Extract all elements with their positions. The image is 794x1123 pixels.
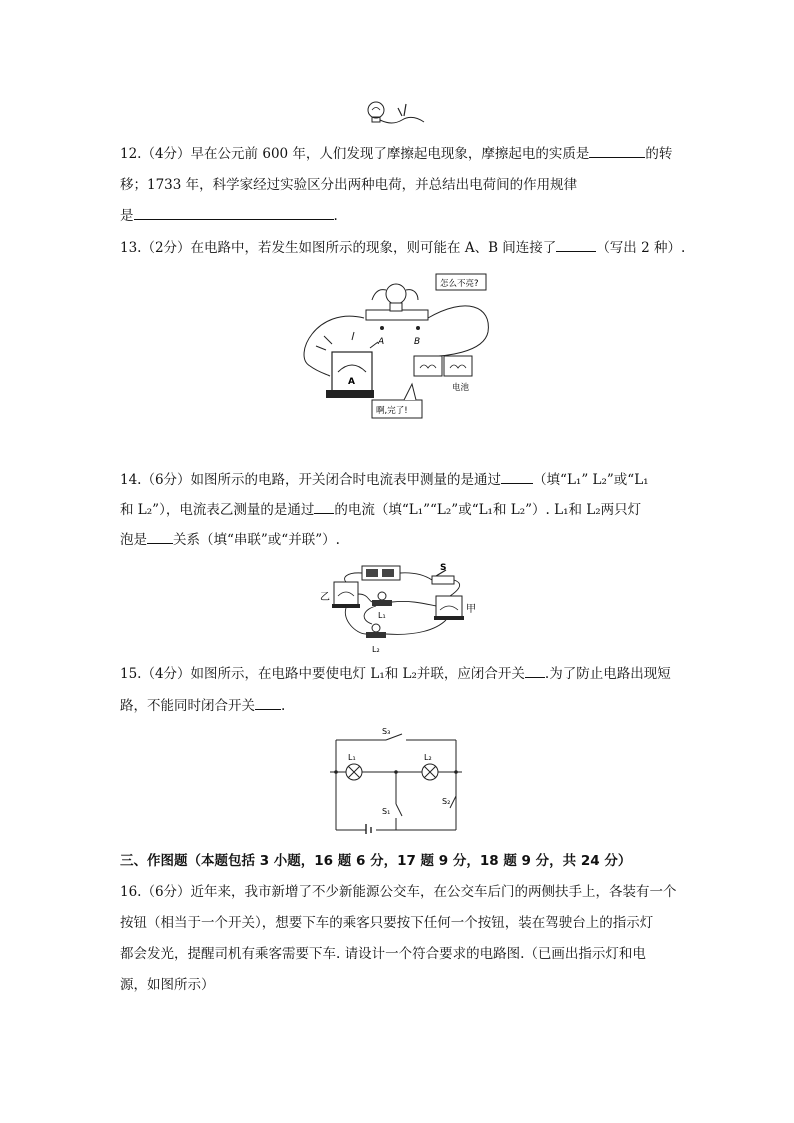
section3-heading xyxy=(120,851,680,871)
q15-text-a: 15.（4分）如图所示，在电路中要使电灯 L₁和 L₂并联，应闭合开关 xyxy=(120,666,525,682)
q15-label-l2: L₂ xyxy=(424,753,432,762)
q14-line3 xyxy=(120,530,680,550)
q13-text-a: 13.（2分）在电路中，若发生如图所示的现象，则可能在 A、B 间连接了 xyxy=(120,240,557,256)
q15-blank-2[interactable] xyxy=(255,696,281,710)
q15-label-l1: L₁ xyxy=(348,753,356,762)
q15-label-s1: S₁ xyxy=(382,807,391,816)
q13-label-b: B xyxy=(414,337,421,347)
q14-line2 xyxy=(120,500,680,520)
q12-text-a: 12.（4分）早在公元前 600 年，人们发现了摩擦起电现象，摩擦起电的实质是 xyxy=(120,146,590,162)
q12-line2 xyxy=(120,175,680,195)
q13-line1 xyxy=(120,238,686,258)
q16-line1 xyxy=(120,882,680,902)
q13-label-a: A xyxy=(378,337,385,347)
q12-line1 xyxy=(120,144,680,164)
q13-battery-1 xyxy=(414,356,442,376)
q15-battery xyxy=(366,824,371,834)
q14-switch xyxy=(432,576,454,584)
q14-lamp-l1-icon xyxy=(378,592,386,600)
q14-ammeter-jia xyxy=(436,596,462,618)
q14-text-c: 和 L₂”），电流表乙测量的是通过 xyxy=(120,502,315,518)
q13-battery-2 xyxy=(444,356,472,376)
q12-blank-1[interactable] xyxy=(589,144,645,158)
q14-text-f: 关系（填“串联”或“并联”）. xyxy=(173,532,340,548)
q15-text-c: 路，不能同时闭合开关 xyxy=(120,698,255,714)
q14-label-jia: 甲 xyxy=(466,604,476,615)
q14-blank-2[interactable] xyxy=(314,500,334,514)
q15-label-s3: S₃ xyxy=(382,727,391,736)
q15-blank-1[interactable] xyxy=(525,664,545,678)
q14-ammeter-yi xyxy=(334,582,358,606)
q13-bubble-bottom-text: 啊,完了! xyxy=(376,406,408,416)
q14-text-d: 的电流（填“L₁”“L₂”或“L₁和 L₂”）. L₁和 L₂两只灯 xyxy=(334,502,642,518)
q12-text-c: 是 xyxy=(120,208,134,224)
q13-cartoon-circuit-figure xyxy=(296,266,496,426)
q14-line1 xyxy=(120,470,680,490)
q15-text-b: .为了防止电路出现短 xyxy=(544,666,671,682)
q16-text-3: 都会发光，提醒司机有乘客需要下车. 请设计一个符合要求的电路图.（已画出指示灯和电 xyxy=(120,946,646,962)
q16-text-1: 16.（6分）近年来，我市新增了不少新能源公交车，在公交车后门的两侧扶手上，各装有一个 xyxy=(120,884,677,900)
q16-line4 xyxy=(120,975,680,995)
q14-label-l1: L₁ xyxy=(378,611,386,620)
q13-meter-label: A xyxy=(348,377,355,387)
q14-lamp-l2-icon xyxy=(372,624,380,632)
q16-text-2: 按钮（相当于一个开关），想要下车的乘客只要按下任何一个按钮，装在驾驶台上的指示灯 xyxy=(120,915,654,931)
q14-text-e: 泡是 xyxy=(120,532,147,548)
q13-text-b: （写出 2 种）. xyxy=(596,240,686,256)
q14-text-b: （填“L₁” L₂”或“L₁ xyxy=(533,472,649,488)
q12-text-d: . xyxy=(333,208,338,224)
q15-switch-s2 xyxy=(450,796,456,808)
q15-text-d: . xyxy=(281,698,286,714)
q16-line2 xyxy=(120,913,680,933)
q14-text-a: 14.（6分）如图所示的电路，开关闭合时电流表甲测量的是通过 xyxy=(120,472,502,488)
q12-text-b: 的转 xyxy=(645,146,673,162)
q13-blank[interactable] xyxy=(556,238,596,252)
q15-line2 xyxy=(120,696,680,716)
q15-circuit-diagram xyxy=(326,722,466,834)
section3-heading-text: 三、作图题（本题包括 3 小题，16 题 6 分，17 题 9 分，18 题 9 分，共 24 分） xyxy=(120,853,632,869)
top-bulb-figure xyxy=(362,96,434,132)
q12-line3 xyxy=(120,206,680,226)
q12-blank-2[interactable] xyxy=(134,206,334,220)
q13-bubble-top-text: 怎么不亮? xyxy=(440,279,479,289)
q14-blank-3[interactable] xyxy=(147,530,173,544)
q14-label-l2: L₂ xyxy=(372,645,380,654)
q15-line1 xyxy=(120,664,680,684)
q15-switch-s1 xyxy=(396,804,402,816)
q13-bulb-icon xyxy=(386,284,406,304)
q14-circuit-figure xyxy=(316,560,486,656)
q14-label-s: S xyxy=(440,563,447,573)
q12-text-line2: 移；1733 年，科学家经过实验区分出两种电荷，并总结出电荷间的作用规律 xyxy=(120,177,578,193)
q14-blank-1[interactable] xyxy=(501,470,533,484)
q14-label-yi: 乙 xyxy=(320,592,330,603)
q16-text-4: 源，如图所示） xyxy=(120,977,215,993)
q13-battery-label: 电池 xyxy=(452,383,470,393)
q16-line3 xyxy=(120,944,680,964)
q15-label-s2: S₂ xyxy=(442,797,451,806)
